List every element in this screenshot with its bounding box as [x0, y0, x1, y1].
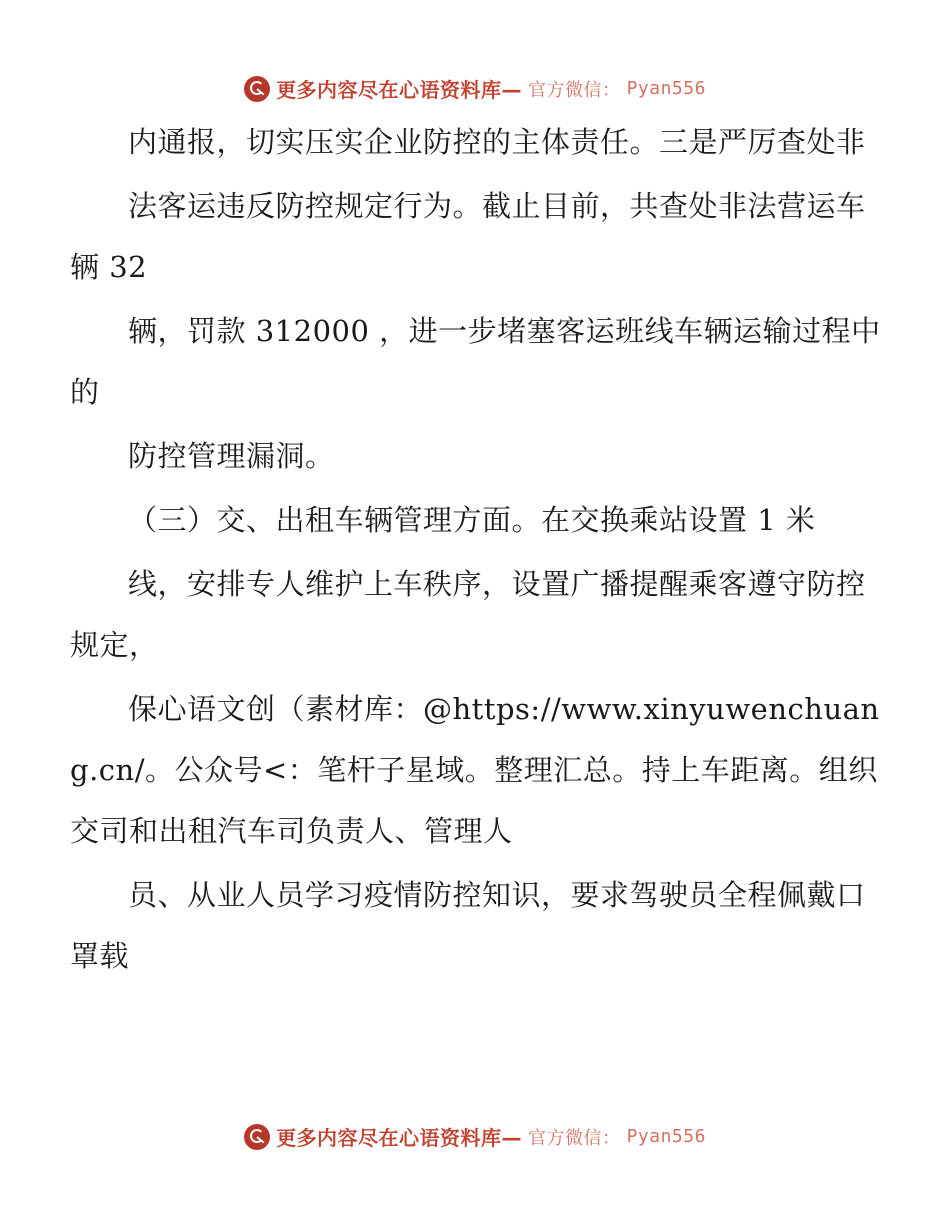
- watermark-sub-text: 官方微信：: [528, 1127, 621, 1149]
- paragraph: 员、从业人员学习疫情防控知识，要求驾驶员全程佩戴口罩载: [70, 878, 866, 973]
- watermark-account-id: Pyan556: [626, 78, 706, 99]
- paragraph: 保心语文创（素材库：@https://www.xinyuwenchuang.cn/。公众号<：笔杆子星域。整理汇总。持上车距离。组织交司和出租汽车司负责人、管理人: [70, 692, 880, 848]
- paragraph: （三）交、出租车辆管理方面。在交换乘站设置 1 米: [128, 503, 816, 537]
- paragraph: 辆，罚款 312000 ，进一步堵塞客运班线车辆运输过程中的: [70, 314, 881, 409]
- paragraph: 法客运违反防控规定行为。截止目前，共查处非法营运车辆 32: [70, 189, 866, 284]
- watermark-bottom: [0, 1122, 950, 1151]
- watermark-main-text: 更多内容尽在心语资料库—: [276, 1126, 523, 1150]
- circle-logo-icon: [244, 76, 270, 102]
- paragraph: 线，安排专人维护上车秩序，设置广播提醒乘客遵守防控规定，: [70, 567, 866, 662]
- watermark-top: [0, 74, 950, 103]
- circle-logo-icon: [244, 1124, 270, 1150]
- paragraph: 防控管理漏洞。: [128, 439, 335, 473]
- watermark-sub-text: 官方微信：: [528, 79, 621, 101]
- watermark-main-text: 更多内容尽在心语资料库—: [276, 78, 523, 102]
- paragraph: 内通报，切实压实企业防控的主体责任。三是严厉查处非: [128, 125, 866, 159]
- document-body: [70, 112, 882, 990]
- watermark-account-id: Pyan556: [626, 1126, 706, 1147]
